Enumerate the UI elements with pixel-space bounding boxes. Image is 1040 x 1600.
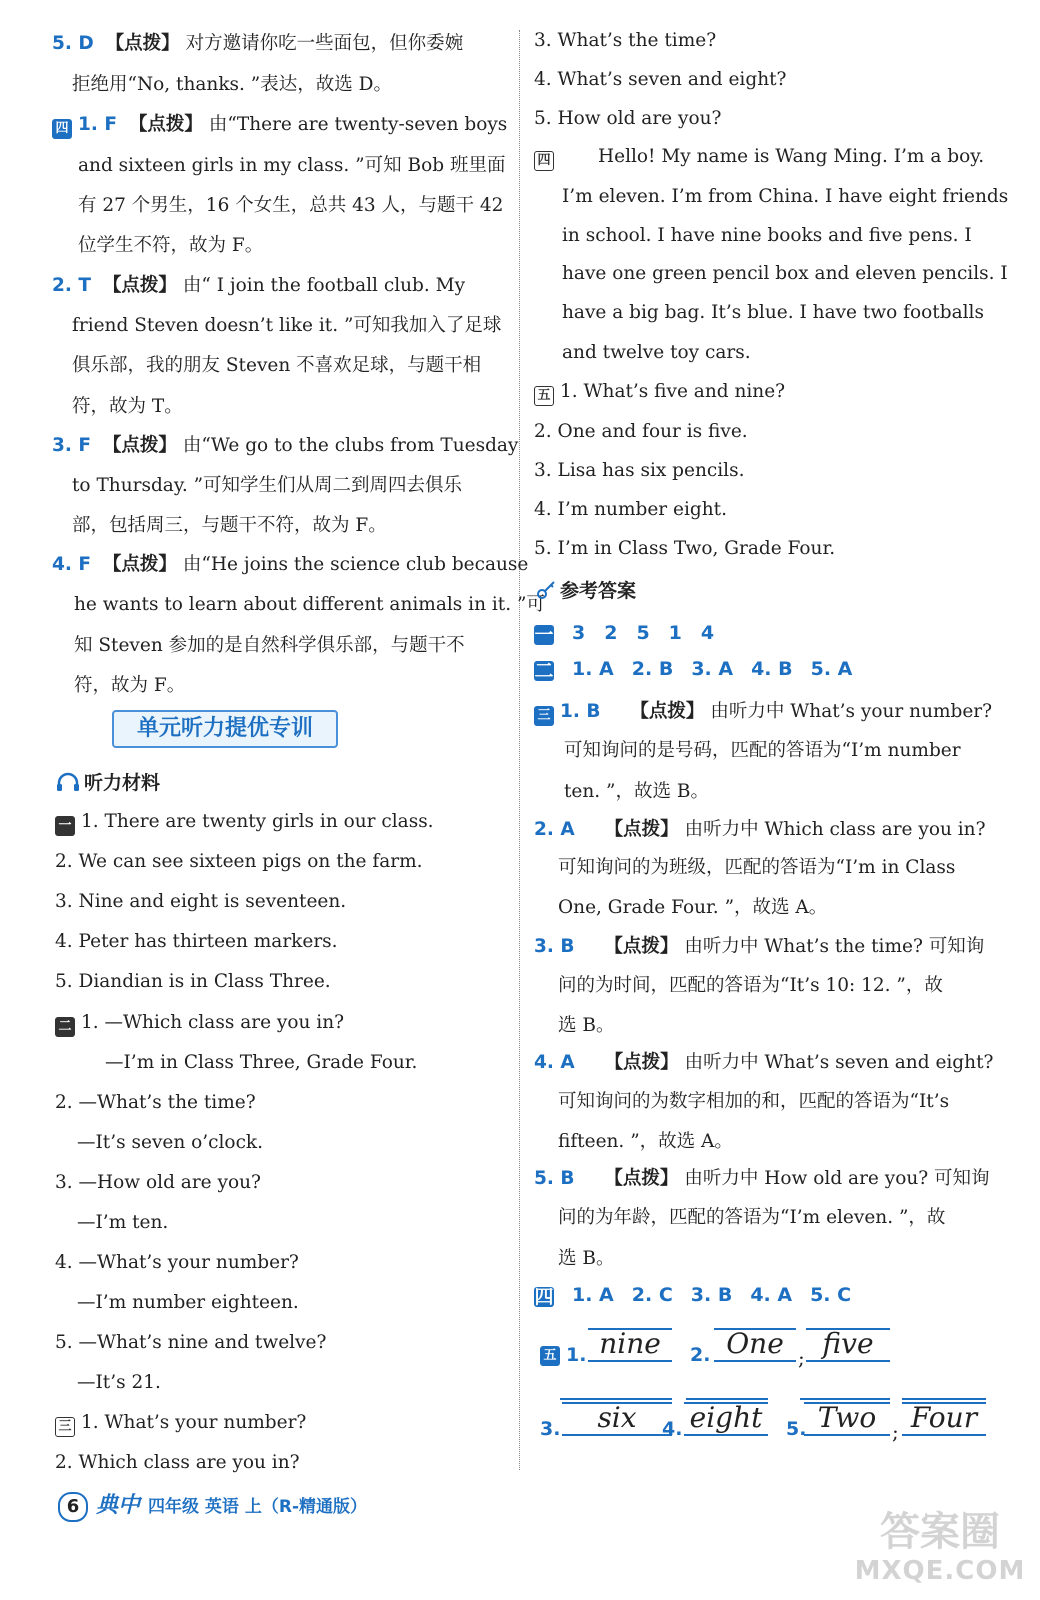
part5-item: 3. Lisa has six pencils.	[534, 460, 745, 481]
answer-row-1	[534, 618, 732, 645]
explanation-text: 可知询问的为数字相加的和，匹配的答语为“It’s	[558, 1091, 950, 1112]
part4-text: have one green pencil box and eleven pencils. I	[562, 263, 1008, 284]
answer-number: 3. F	[52, 435, 91, 456]
part4-text: 四 Hello! My name is Wang Ming. I’m a boy.	[534, 145, 984, 171]
key-icon	[536, 580, 556, 600]
answer-3-5: 5. B 【点拨】 由听力中 How old are you? 可知询	[534, 1168, 990, 1189]
fill-answer: eight	[684, 1402, 768, 1436]
explanation-text: 拒绝用“No, thanks. ”表达，故选 D。	[72, 74, 392, 95]
tip-label: 【点拨】	[105, 33, 180, 54]
section-mark: 二	[55, 1017, 75, 1037]
section-mark: 四	[534, 1286, 554, 1308]
fill-number: 3.	[540, 1418, 561, 1440]
fill-number: 4.	[662, 1418, 683, 1440]
tip-label: 【点拨】	[102, 275, 177, 296]
part2-item: 5. —What’s nine and twelve?	[55, 1332, 327, 1353]
part3-item: 2. Which class are you in?	[55, 1452, 300, 1473]
column-divider	[519, 30, 520, 1470]
part2-item: 二 1. —Which class are you in?	[55, 1011, 344, 1037]
explanation-text: to Thursday. ”可知学生们从周二到周四去俱乐	[72, 475, 463, 496]
answer-number: 5. D	[52, 33, 94, 54]
part1-item: 2. We can see sixteen pigs on the farm.	[55, 851, 423, 872]
part2-item: —I’m number eighteen.	[77, 1292, 299, 1313]
explanation-4-2	[52, 274, 465, 298]
answer-3-2: 2. A 【点拨】 由听力中 Which class are you in?	[534, 819, 986, 840]
rule	[902, 1398, 986, 1400]
explanation-text: he wants to learn about different animals in it. ”可	[74, 594, 545, 615]
explanation-text: 位学生不符，故为 F。	[78, 235, 264, 256]
explanation-text: 符，故为 F。	[74, 675, 186, 696]
part2-item: 3. —How old are you?	[55, 1172, 261, 1193]
section-mark: 三	[55, 1417, 75, 1437]
explanation-text: 由“He joins the science club because	[182, 554, 529, 575]
rule	[686, 1398, 768, 1400]
part2-item: 4. —What’s your number?	[55, 1252, 299, 1273]
part2-item: —I’m in Class Three, Grade Four.	[105, 1052, 418, 1073]
separator: ;	[892, 1420, 899, 1444]
fill-answer: nine	[588, 1328, 672, 1362]
fill-answer: Four	[902, 1402, 986, 1436]
listening-heading: 听力材料	[56, 768, 160, 795]
answer-row-2: 二 1. A 2. B 3. A 4. B 5. A	[534, 658, 853, 682]
part3-item: 3. What’s the time?	[534, 30, 717, 51]
part4-text: in school. I have nine books and five pens. I	[562, 225, 972, 246]
answer-3-1: 三 1. B 【点拨】 由听力中 What’s your number?	[534, 700, 992, 726]
explanation-text: 问的为年龄，匹配的答语为“I’m eleven. ”，故	[558, 1207, 946, 1228]
separator: ;	[798, 1346, 805, 1370]
section-mark: 三	[534, 706, 554, 726]
fill-answer: One	[714, 1328, 796, 1362]
headphones-icon	[56, 772, 80, 792]
answer-heading: 参考答案	[536, 576, 636, 603]
explanation-4-3	[52, 434, 518, 458]
part2-item: —I’m ten.	[77, 1212, 169, 1233]
explanation-text: 问的为时间，匹配的答语为“It’s 10: 12. ”，故	[558, 975, 943, 996]
explanation-text: 部，包括周三，与题干不符，故为 F。	[72, 515, 387, 536]
book-title: 四年级 英语 上（R-精通版）	[148, 1497, 367, 1517]
explanation-text: and sixteen girls in my class. ”可知 Bob 班里面	[78, 155, 506, 176]
explanation-4-4	[52, 553, 528, 577]
fill-number: 2.	[690, 1344, 711, 1366]
part5-item: 5. I’m in Class Two, Grade Four.	[534, 538, 836, 559]
explanation-text: 由“There are twenty-seven boys	[208, 114, 508, 135]
fill-answer: six	[562, 1402, 672, 1436]
tip-label: 【点拨】	[102, 435, 177, 456]
tip-label: 【点拨】	[128, 114, 203, 135]
part1-item: 一 1. There are twenty girls in our class.	[55, 810, 434, 836]
explanation-text: 由“ I join the football club. My	[182, 275, 466, 296]
explanation-text: 对方邀请你吃一些面包，但你委婉	[185, 33, 464, 54]
section-mark: 二	[534, 660, 554, 682]
brand-logo: 典中	[96, 1493, 141, 1518]
part4-text: have a big bag. It’s blue. I have two footballs	[562, 302, 984, 323]
section-banner: 单元听力提优专训	[112, 710, 338, 748]
explanation-text: 可知询问的是号码，匹配的答语为“I’m number	[564, 740, 961, 761]
section-mark: 一	[534, 624, 554, 646]
part4-text: I’m eleven. I’m from China. I have eight friends	[562, 186, 1009, 207]
section-mark: 四	[534, 151, 554, 171]
fill-answer: Two	[804, 1402, 890, 1436]
answer-number: 4. F	[52, 554, 91, 575]
page-footer	[58, 1488, 367, 1522]
explanation-text: 可知询问的为班级，匹配的答语为“I’m in Class	[558, 857, 956, 878]
explanation-text: 符，故为 T。	[72, 396, 183, 417]
fill-number: 5.	[786, 1418, 807, 1440]
explanation-text: fifteen. ”，故选 A。	[558, 1131, 733, 1152]
part1-item: 5. Diandian is in Class Three.	[55, 971, 331, 992]
rule	[800, 1398, 890, 1400]
part2-item: 2. —What’s the time?	[55, 1092, 256, 1113]
rule	[560, 1398, 672, 1400]
part2-item: —It’s 21.	[77, 1372, 161, 1393]
explanation-text: 由“We go to the clubs from Tuesday	[182, 435, 519, 456]
explanation-text: 有 27 个男生，16 个女生，总共 43 人，与题干 42	[78, 195, 504, 216]
answer-3-3: 3. B 【点拨】 由听力中 What’s the time? 可知询	[534, 936, 985, 957]
explanation-text: 俱乐部，我的朋友 Steven 不喜欢足球，与题干相	[72, 355, 482, 376]
part1-item: 3. Nine and eight is seventeen.	[55, 891, 347, 912]
explanation-5d	[52, 32, 463, 56]
part5-item: 五 1. What’s five and nine?	[534, 380, 785, 406]
section-mark: 一	[55, 816, 75, 836]
fill-number: 1.	[566, 1344, 587, 1366]
answer-number: 1. F	[78, 114, 117, 135]
part1-item: 4. Peter has thirteen markers.	[55, 931, 338, 952]
explanation-text: friend Steven doesn’t like it. ”可知我加入了足球	[72, 315, 502, 336]
section-mark: 五	[540, 1346, 560, 1366]
explanation-text: ten. ”，故选 B。	[564, 781, 709, 802]
part3-item: 4. What’s seven and eight?	[534, 69, 787, 90]
answer-sequence: 3 2 5 1 4	[572, 622, 715, 644]
part3-item: 5. How old are you?	[534, 108, 722, 129]
section-mark: 四	[52, 119, 72, 139]
fill-answer: five	[806, 1328, 890, 1362]
part5-item: 4. I’m number eight.	[534, 499, 727, 520]
answer-number: 2. T	[52, 275, 91, 296]
part4-text: and twelve toy cars.	[562, 342, 751, 363]
explanation-4-1	[52, 113, 507, 139]
answer-3-4: 4. A 【点拨】 由听力中 What’s seven and eight?	[534, 1052, 994, 1073]
watermark: 答案圈 MXQE.COM	[854, 1509, 1026, 1586]
explanation-text: 知 Steven 参加的是自然科学俱乐部，与题干不	[74, 635, 465, 656]
explanation-text: 选 B。	[558, 1248, 615, 1269]
section-mark: 五	[534, 386, 554, 406]
answer-row-4: 四 1. A 2. C 3. B 4. A 5. C	[534, 1284, 852, 1308]
tip-label: 【点拨】	[102, 554, 177, 575]
explanation-text: One, Grade Four. ”，故选 A。	[558, 897, 828, 918]
page-number: 6	[58, 1492, 88, 1522]
part3-item: 三 1. What’s your number?	[55, 1411, 306, 1437]
part5-item: 2. One and four is five.	[534, 421, 748, 442]
explanation-text: 选 B。	[558, 1015, 615, 1036]
part2-item: —It’s seven o’clock.	[77, 1132, 264, 1153]
